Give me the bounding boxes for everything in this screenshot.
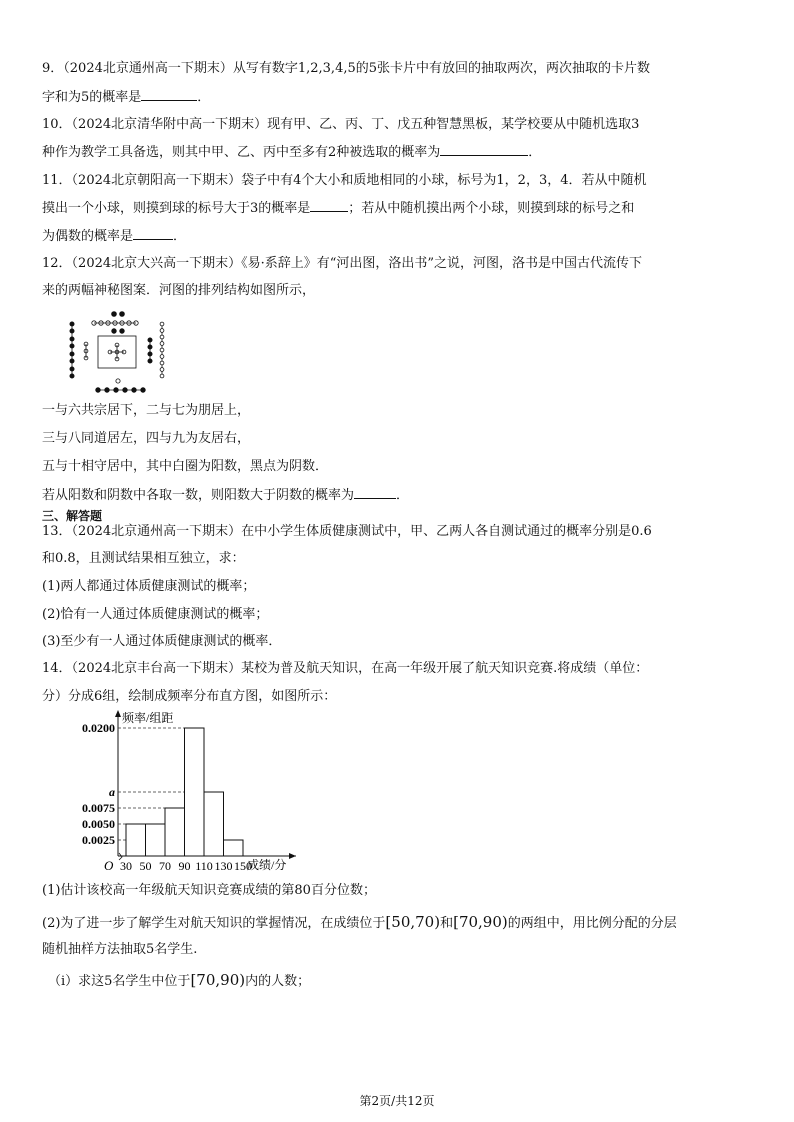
q11-line1: 11．（2024北京朝阳高一下期末）袋子中有4个大小和质地相同的小球，标号为1，2，3，4．若从中随机 [42,173,647,188]
q13-part2: (2)恰有一人通过体质健康测试的概率； [42,607,269,622]
q10-line2: 种作为教学工具备选，则其中甲、乙、丙中至多有2种被选取的概率为 ． [42,145,542,160]
answer-blank[interactable] [354,486,396,499]
q9-line2: 字和为5的概率是 ． [42,90,211,105]
origin-label: O [104,858,114,873]
histogram-bar [146,824,166,856]
y-tick-label: a [109,785,115,799]
q14-part1: (1)估计该校高一年级航天知识竞赛成绩的第80百分位数； [42,883,376,898]
x-tick-label: 150 [234,859,252,873]
histogram-bar [185,728,205,856]
histogram-bar [204,792,224,856]
q14-line2: 分）分成6组，绘制成频率分布直方图，如图所示： [42,689,337,704]
q14-line1: 14．（2024北京丰台高一下期末）某校为普及航天知识，在高一年级开展了航天知识竞赛.将成绩（单位： [42,661,649,676]
x-tick-label: 30 [120,859,132,873]
q12-poem1: 一与六共宗居下，二与七为朋居上， [42,403,251,418]
q13-line2: 和0.8，且测试结果相互独立，求： [42,551,245,566]
y-axis-arrow [115,710,121,717]
q14-part3: 随机抽样方法抽取5名学生. [42,942,198,957]
x-tick-label: 50 [139,859,152,873]
q13-part1: (1)两人都通过体质健康测试的概率； [42,579,256,594]
x-tick-label: 70 [159,859,171,873]
histogram-bar [165,808,185,856]
y-tick-label: 0.0200 [82,721,115,735]
q12-line1: 12．（2024北京大兴高一下期末）《易·系辞上》有“河出图，洛出书”之说，河图，洛书是中国古代流传下 [42,256,643,271]
answer-blank[interactable] [440,143,528,156]
x-tick-label: 90 [178,859,191,873]
y-tick-label: 0.0050 [82,817,115,831]
hetu-diagram [64,306,168,396]
section-heading: 三、解答题 [42,509,103,523]
histogram-bar [224,840,244,856]
q12-poem3: 五与十相守居中，其中白圈为阳数，黑点为阴数． [42,459,329,474]
q11-line2: 摸出一个小球，则摸到球的标号大于3的概率是 ；若从中随机摸出两个小球，则摸到球的标号之和 [42,201,635,216]
page-footer: 第2页/共12页 [359,1094,435,1108]
q12-ask: 若从阳数和阴数中各取一数，则阳数大于阴数的概率为 ． [42,488,410,503]
histogram-bar [126,824,146,856]
q9-line1: 9．（2024北京通州高一下期末）从写有数字1,2,3,4,5的5张卡片中有放回的抽取两次，两次抽取的卡片数 [42,61,651,76]
y-tick-label: 0.0075 [82,801,115,815]
q12-line2: 来的两幅神秘图案．河图的排列结构如图所示， [42,283,316,298]
y-axis-label: 频率/组距 [122,711,174,725]
q13-part3: (3)至少有一人通过体质健康测试的概率． [42,634,282,649]
q14-part2: (2)为了进一步了解学生对航天知识的掌握情况，在成绩位于[50,70)和[70,90)的两组中，用比例分配的分层 [42,913,677,931]
answer-blank[interactable] [141,88,197,101]
q11-line3: 为偶数的概率是 ． [42,229,187,244]
answer-blank[interactable] [133,227,173,240]
x-tick-label: 110 [195,859,213,873]
q12-poem2: 三与八同道居左，四与九为友居右， [42,431,251,446]
q10-line1: 10．（2024北京清华附中高一下期末）现有甲、乙、丙、丁、戊五种智慧黑板，某学校要从中随机选取3 [42,117,640,132]
frequency-histogram [56,706,326,876]
x-axis-arrow [289,853,296,859]
y-tick-label: 0.0025 [82,833,115,847]
answer-blank[interactable] [310,199,348,212]
x-tick-label: 130 [214,859,233,873]
x-axis-label: 成绩/分 [247,858,287,872]
q13-line1: 13．（2024北京通州高一下期末）在中小学生体质健康测试中，甲、乙两人各自测试通过的概率分别是0.6 [42,524,652,539]
q14-part4: （i）求这5名学生中位于[70,90)内的人数； [48,971,311,989]
